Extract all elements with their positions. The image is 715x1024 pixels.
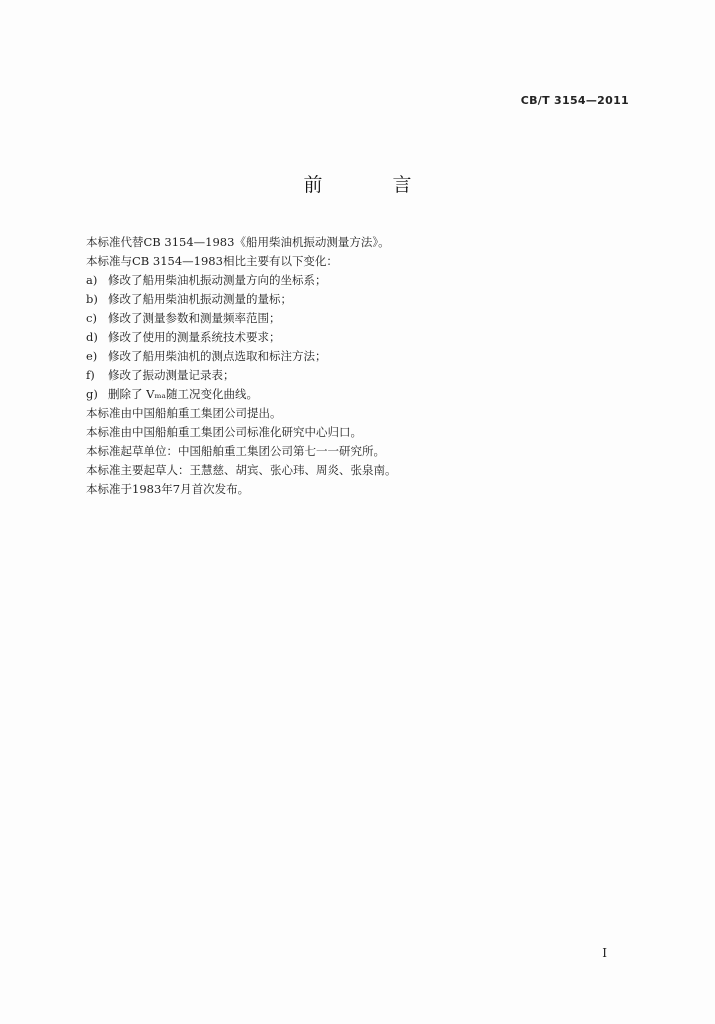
- list-item-text: 修改了振动测量记录表；: [108, 368, 235, 382]
- managed-by-paragraph: 本标准由中国船舶重工集团公司标准化研究中心归口。: [86, 425, 362, 439]
- list-item-text: 修改了使用的测量系统技术要求；: [108, 330, 281, 344]
- proposed-by-paragraph: 本标准由中国船舶重工集团公司提出。: [86, 406, 282, 420]
- first-published-paragraph: 本标准于1983年7月首次发布。: [86, 482, 250, 496]
- list-item-marker: a): [86, 273, 98, 287]
- list-item-text: 修改了船用柴油机振动测量方向的坐标系；: [108, 273, 327, 287]
- list-item: [86, 347, 646, 366]
- list-item: [86, 366, 646, 385]
- drafters-paragraph: 本标准主要起草人：王慧慈、胡宾、张心玮、周炎、张泉南。: [86, 463, 397, 477]
- changes-intro-paragraph: 本标准与CB 3154—1983相比主要有以下变化：: [86, 254, 338, 268]
- page-number: I: [602, 946, 607, 960]
- list-item: [86, 309, 646, 328]
- list-item: [86, 385, 646, 404]
- list-item: [86, 271, 646, 290]
- list-item: [86, 328, 646, 347]
- replaces-paragraph: 本标准代替CB 3154—1983《船用柴油机振动测量方法》。: [86, 235, 390, 249]
- page-title: 前 言: [303, 174, 444, 196]
- list-item-marker: f): [86, 368, 95, 382]
- list-item-marker: b): [86, 292, 98, 306]
- list-item-text: 修改了船用柴油机振动测量的量标；: [108, 292, 292, 306]
- list-item-marker: d): [86, 330, 98, 344]
- drafting-unit-paragraph: 本标准起草单位：中国船舶重工集团公司第七一一研究所。: [86, 444, 385, 458]
- list-item-text: 修改了测量参数和测量频率范围；: [108, 311, 281, 325]
- list-item-marker: c): [86, 311, 97, 325]
- list-item-text: 删除了 Vₘₐ随工况变化曲线。: [108, 387, 258, 401]
- list-item-marker: e): [86, 349, 98, 363]
- preface-body: [86, 233, 646, 499]
- list-item-marker: g): [86, 387, 98, 401]
- list-item: [86, 290, 646, 309]
- standard-code: CB/T 3154—2011: [520, 94, 629, 107]
- list-item-text: 修改了船用柴油机的测点选取和标注方法；: [108, 349, 327, 363]
